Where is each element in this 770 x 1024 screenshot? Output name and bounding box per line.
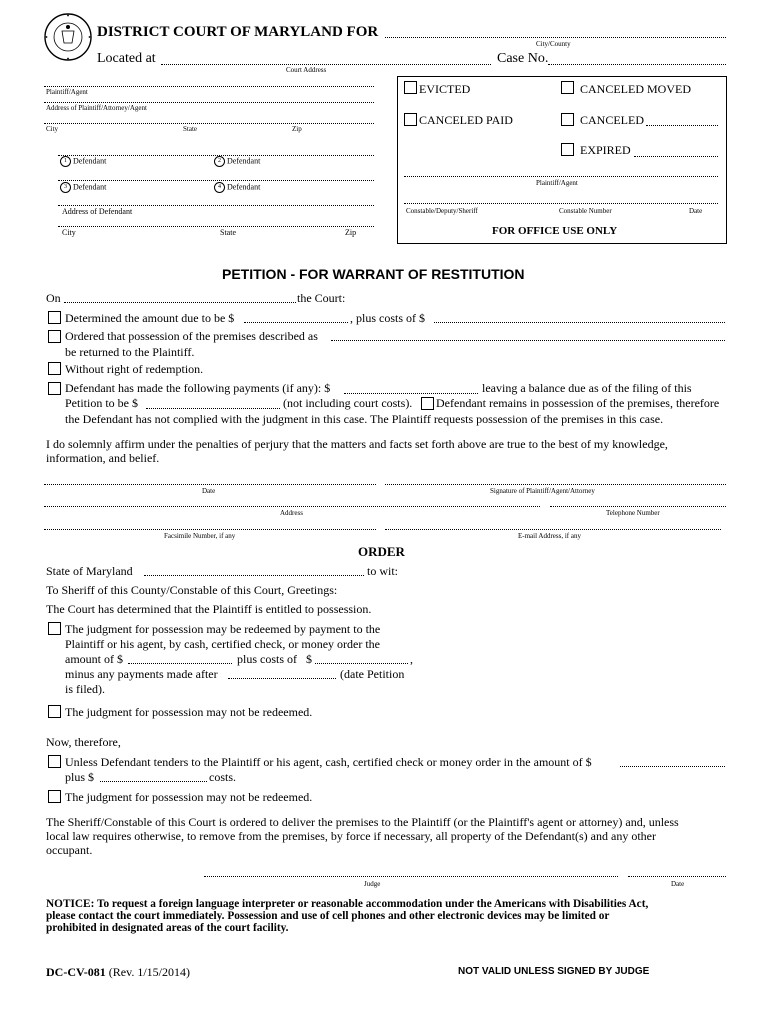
amount-due-field[interactable]: [244, 322, 348, 323]
expired-label: EXPIRED: [580, 143, 631, 157]
petition-address-label: Address: [280, 509, 303, 517]
defendant-zip-label: Zip: [345, 228, 357, 237]
not-redeemed-text: The judgment for possession may not be redeemed.: [65, 705, 313, 719]
petition-address-field[interactable]: [44, 506, 540, 507]
court-title: DISTRICT COURT OF MARYLAND FOR: [97, 24, 379, 40]
not-redeemed-checkbox[interactable]: [48, 705, 61, 718]
redeemable-checkbox[interactable]: [48, 622, 61, 635]
expired-checkbox[interactable]: [561, 143, 574, 156]
redeemable-line-2: Plaintiff or his agent, by cash, certified check, or money order the: [65, 637, 381, 651]
on-label: On: [46, 291, 61, 305]
unless-tenders-checkbox[interactable]: [48, 755, 61, 768]
form-id: DC-CV-081 (Rev. 1/15/2014): [46, 965, 190, 979]
seal-icon: [44, 13, 92, 61]
canceled-checkbox[interactable]: [561, 113, 574, 126]
petition-date-label: Date: [202, 487, 216, 495]
judge-date-field[interactable]: [628, 876, 726, 877]
city-county-label: City/County: [536, 40, 571, 48]
without-redemption-checkbox[interactable]: [48, 362, 61, 375]
not-redeemed-2-text: The judgment for possession may not be redeemed.: [65, 790, 313, 804]
email-field[interactable]: [385, 529, 721, 530]
not-valid-notice: NOT VALID UNLESS SIGNED BY JUDGE: [458, 966, 650, 977]
amount-of-label: amount of $: [65, 652, 123, 666]
expired-field[interactable]: [634, 156, 718, 157]
is-filed-label: is filed).: [65, 682, 105, 696]
judge-date-label: Date: [671, 880, 685, 888]
signature-label: Signature of Plaintiff/Agent/Attorney: [490, 487, 595, 495]
plaintiff-address-field[interactable]: [44, 102, 374, 103]
the-court-label: the Court:: [297, 291, 346, 305]
affirm-line-1: I do solemnly affirm under the penalties of perjury that the matters and facts set forth above are true to the best of my knowledge,: [46, 437, 668, 451]
not-complied-text: the Defendant has not complied with the judgment in this case. The Plaintiff requests possession of the premises in this case.: [65, 412, 664, 426]
affirm-line-2: information, and belief.: [46, 451, 160, 465]
telephone-label: Telephone Number: [606, 509, 660, 517]
leaving-balance-text: leaving a balance due as of the filing of this: [482, 381, 692, 395]
ordered-possession-text: Ordered that possession of the premises described as: [65, 329, 318, 343]
notice-line-2: please contact the court immediately. Possession and use of cell phones and other electronic devices may be limited or: [46, 910, 610, 922]
remains-possession-text: Defendant remains in possession of the premises, therefore: [436, 396, 720, 410]
returned-text: be returned to the Plaintiff.: [65, 345, 195, 359]
to-wit-label: to wit:: [367, 564, 399, 578]
determined-text: Determined the amount due to be $: [65, 311, 235, 325]
email-label: E-mail Address, if any: [518, 532, 581, 540]
defendant-city-state-zip-field[interactable]: [58, 226, 374, 227]
constable-number-label: Constable Number: [559, 207, 612, 215]
sheriff-order-line-2: local law requires otherwise, to remove from the premises, by force if necessary, all property of the Defendant(s) and any other: [46, 829, 656, 843]
plaintiff-city-state-zip-field[interactable]: [44, 123, 374, 124]
judge-label: Judge: [364, 880, 381, 888]
payments-after-date-field[interactable]: [228, 678, 336, 679]
plaintiff-address-label: Address of Plaintiff/Attorney/Agent: [46, 104, 147, 112]
judge-signature-field[interactable]: [204, 876, 618, 877]
canceled-moved-label: CANCELED MOVED: [580, 82, 691, 96]
court-address-label: Court Address: [286, 66, 327, 74]
without-redemption-text: Without right of redemption.: [65, 362, 204, 376]
ordered-possession-checkbox[interactable]: [48, 330, 61, 343]
now-therefore-text: Now, therefore,: [46, 735, 121, 749]
court-seal: [44, 13, 92, 61]
county-field[interactable]: [144, 575, 364, 576]
defendant-4-label: 4 Defendant: [214, 182, 260, 193]
court-address-field[interactable]: [161, 64, 491, 65]
order-costs-field[interactable]: [315, 663, 408, 664]
petition-to-be-text: Petition to be $: [65, 396, 138, 410]
defendant-1-label: 1 Defendant: [60, 156, 106, 167]
plus-costs-text: , plus costs of $: [350, 311, 425, 325]
case-no-field[interactable]: [548, 64, 726, 65]
payments-text: Defendant has made the following payments (if any): $: [65, 381, 331, 395]
constable-field[interactable]: [404, 203, 718, 204]
fax-field[interactable]: [44, 529, 376, 530]
defendant-state-label: State: [220, 228, 236, 237]
evicted-label: EVICTED: [419, 82, 471, 96]
office-date-label: Date: [689, 207, 703, 215]
defendant-address-label: Address of Defendant: [62, 207, 133, 216]
plaintiff-agent-field[interactable]: [44, 86, 374, 87]
evicted-checkbox[interactable]: [404, 81, 417, 94]
office-use-footer: FOR OFFICE USE ONLY: [492, 225, 618, 237]
plaintiff-state-label: State: [183, 125, 197, 133]
to-sheriff-text: To Sheriff of this County/Constable of this Court, Greetings:: [46, 583, 338, 597]
sheriff-order-line-3: occupant.: [46, 843, 93, 857]
order-costs-dollar: $: [306, 652, 312, 666]
payments-checkbox[interactable]: [48, 382, 61, 395]
plus-costs-field[interactable]: [434, 322, 725, 323]
canceled-field[interactable]: [646, 125, 718, 126]
payments-field[interactable]: [344, 393, 478, 394]
remains-possession-checkbox[interactable]: [421, 397, 434, 410]
plus-dollar-label: plus $: [65, 770, 95, 784]
order-plus-costs-label: plus costs of: [237, 652, 297, 666]
notice-line-1: NOTICE: To request a foreign language interpreter or reasonable accommodation under the Americans with Disabilities Act,: [46, 898, 649, 910]
plaintiff-city-label: City: [46, 125, 59, 133]
canceled-paid-checkbox[interactable]: [404, 113, 417, 126]
tender-amount-field[interactable]: [620, 766, 725, 767]
order-title: ORDER: [358, 544, 405, 559]
petition-date-field[interactable]: [44, 484, 376, 485]
order-costs-comma: ,: [410, 652, 413, 666]
office-plaintiff-agent-label: Plaintiff/Agent: [536, 179, 578, 187]
defendant-2-label: 2 Defendant: [214, 156, 260, 167]
case-no-label: Case No.: [497, 51, 549, 66]
defendant-city-label: City: [62, 228, 76, 237]
defendant-3-label: 3 Defendant: [60, 182, 106, 193]
fax-label: Facsimile Number, if any: [164, 532, 236, 540]
office-plaintiff-agent-field[interactable]: [404, 176, 718, 177]
not-redeemed-2-checkbox[interactable]: [48, 790, 61, 803]
canceled-moved-checkbox[interactable]: [561, 81, 574, 94]
signature-field[interactable]: [385, 484, 726, 485]
on-date-field[interactable]: [64, 302, 296, 303]
minus-payments-label: minus any payments made after: [65, 667, 218, 681]
state-of-maryland-label: State of Maryland: [46, 564, 133, 578]
determined-checkbox[interactable]: [48, 311, 61, 324]
sheriff-order-line-1: The Sheriff/Constable of this Court is ordered to deliver the premises to the Plaintiff (or the Plaintiff's agent or attorney) and, unless: [46, 815, 679, 829]
defendant-address-field[interactable]: [58, 205, 374, 206]
tender-costs-field[interactable]: [100, 781, 207, 782]
unless-tenders-text: Unless Defendant tenders to the Plaintiff or his agent, cash, certified check or money order in the amount of $: [65, 755, 592, 769]
premises-field[interactable]: [331, 340, 725, 341]
plaintiff-agent-label: Plaintiff/Agent: [46, 88, 88, 96]
located-at-label: Located at: [97, 51, 156, 66]
canceled-paid-label: CANCELED PAID: [419, 113, 513, 127]
canceled-label: CANCELED: [580, 113, 644, 127]
date-petition-label: (date Petition: [340, 667, 405, 681]
petition-title: PETITION - FOR WARRANT OF RESTITUTION: [222, 266, 525, 282]
costs-label: costs.: [209, 770, 236, 784]
office-use-box: [397, 76, 727, 244]
court-determined-text: The Court has determined that the Plaintiff is entitled to possession.: [46, 602, 372, 616]
order-amount-field[interactable]: [128, 663, 232, 664]
not-including-text: (not including court costs).: [283, 396, 413, 410]
constable-label: Constable/Deputy/Sheriff: [406, 207, 478, 215]
notice-line-3: prohibited in designated areas of the court facility.: [46, 922, 289, 934]
plaintiff-zip-label: Zip: [292, 125, 302, 133]
balance-field[interactable]: [146, 408, 280, 409]
defendant-3-4-field[interactable]: [58, 180, 374, 181]
city-county-field[interactable]: [385, 37, 726, 38]
redeemable-line-1: The judgment for possession may be redeemed by payment to the: [65, 622, 381, 636]
telephone-field[interactable]: [550, 506, 726, 507]
